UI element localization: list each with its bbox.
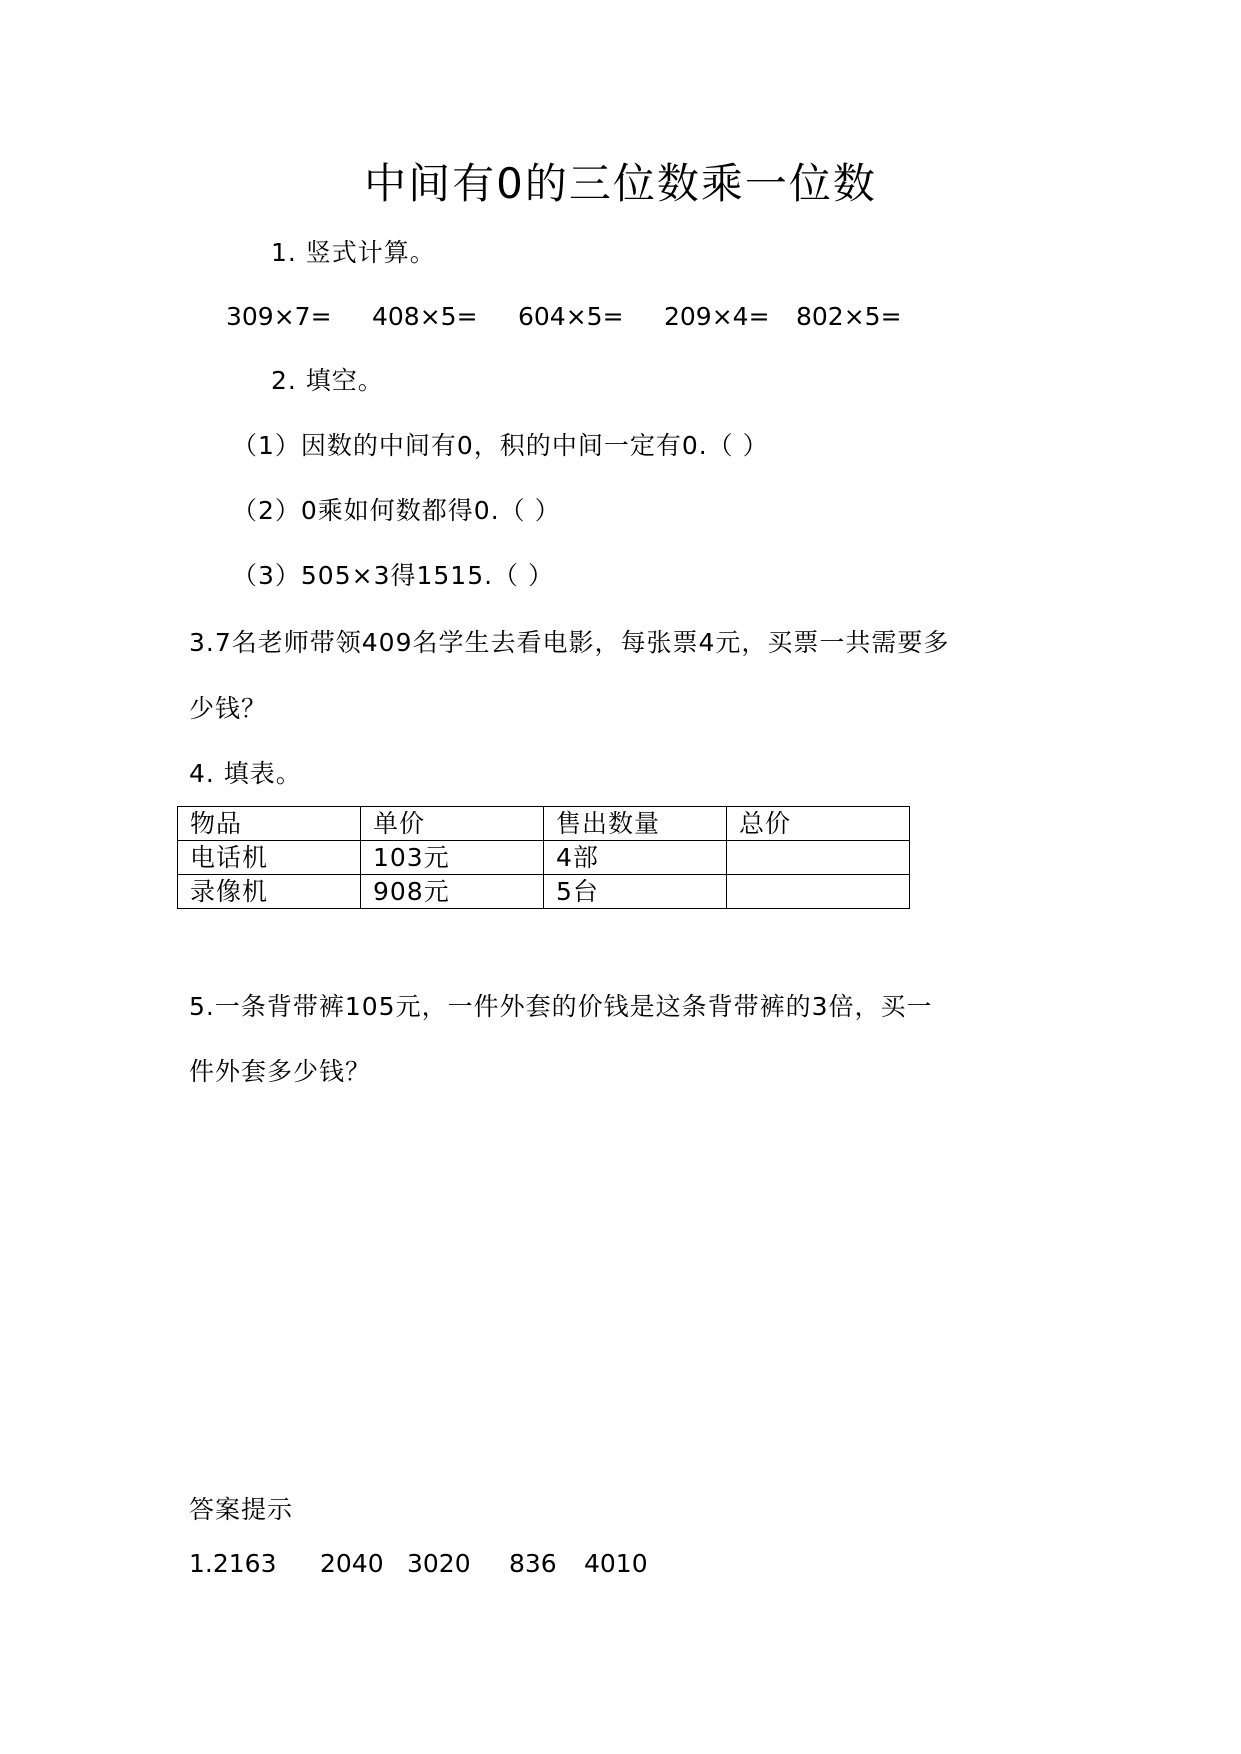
table-cell: 5台: [544, 875, 727, 909]
q1-item-3: 604×5=: [518, 302, 624, 331]
answer-value: 836: [509, 1549, 557, 1578]
q1-item-1: 309×7=: [226, 302, 332, 331]
table-cell-blank: [727, 875, 910, 909]
table-cell: 103元: [361, 841, 544, 875]
q3-line-2: 少钱？: [189, 694, 268, 723]
table-cell: 电话机: [178, 841, 361, 875]
q4-heading: 4. 填表。: [189, 759, 302, 788]
table-header-cell: 售出数量: [544, 807, 727, 841]
table-row: [178, 841, 910, 875]
q2-item-2: （2）0乘如何数都得0.（ ）: [232, 496, 561, 525]
q2-item-1: （1）因数的中间有0，积的中间一定有0.（ ）: [232, 431, 769, 460]
table-header-cell: 单价: [361, 807, 544, 841]
answer-value: 2040: [320, 1549, 384, 1578]
q1-item-5: 802×5=: [796, 302, 902, 331]
q1-item-2: 408×5=: [372, 302, 478, 331]
page-title: 中间有0的三位数乘一位数: [364, 159, 877, 208]
fill-table: [177, 806, 910, 909]
table-cell: 录像机: [178, 875, 361, 909]
q5-line-1: 5.一条背带裤105元，一件外套的价钱是这条背带裤的3倍，买一: [189, 992, 933, 1021]
q1-heading: 1. 竖式计算。: [271, 238, 436, 267]
q1-item-4: 209×4=: [664, 302, 770, 331]
table-cell-blank: [727, 841, 910, 875]
q5-line-2: 件外套多少钱？: [189, 1057, 372, 1086]
table-header-row: [178, 807, 910, 841]
answers-heading: 答案提示: [189, 1495, 294, 1524]
table-cell: 4部: [544, 841, 727, 875]
q2-heading: 2. 填空。: [271, 366, 384, 395]
q2-item-3: （3）505×3得1515.（ ）: [232, 561, 554, 590]
table-header-cell: 物品: [178, 807, 361, 841]
answer-1-prefix: 1.2163: [189, 1549, 277, 1578]
answer-value: 4010: [584, 1549, 648, 1578]
table-header-cell: 总价: [727, 807, 910, 841]
table-cell: 908元: [361, 875, 544, 909]
q3-line-1: 3.7名老师带领409名学生去看电影，每张票4元，买票一共需要多: [189, 628, 950, 657]
table-row: [178, 875, 910, 909]
answer-value: 3020: [407, 1549, 471, 1578]
